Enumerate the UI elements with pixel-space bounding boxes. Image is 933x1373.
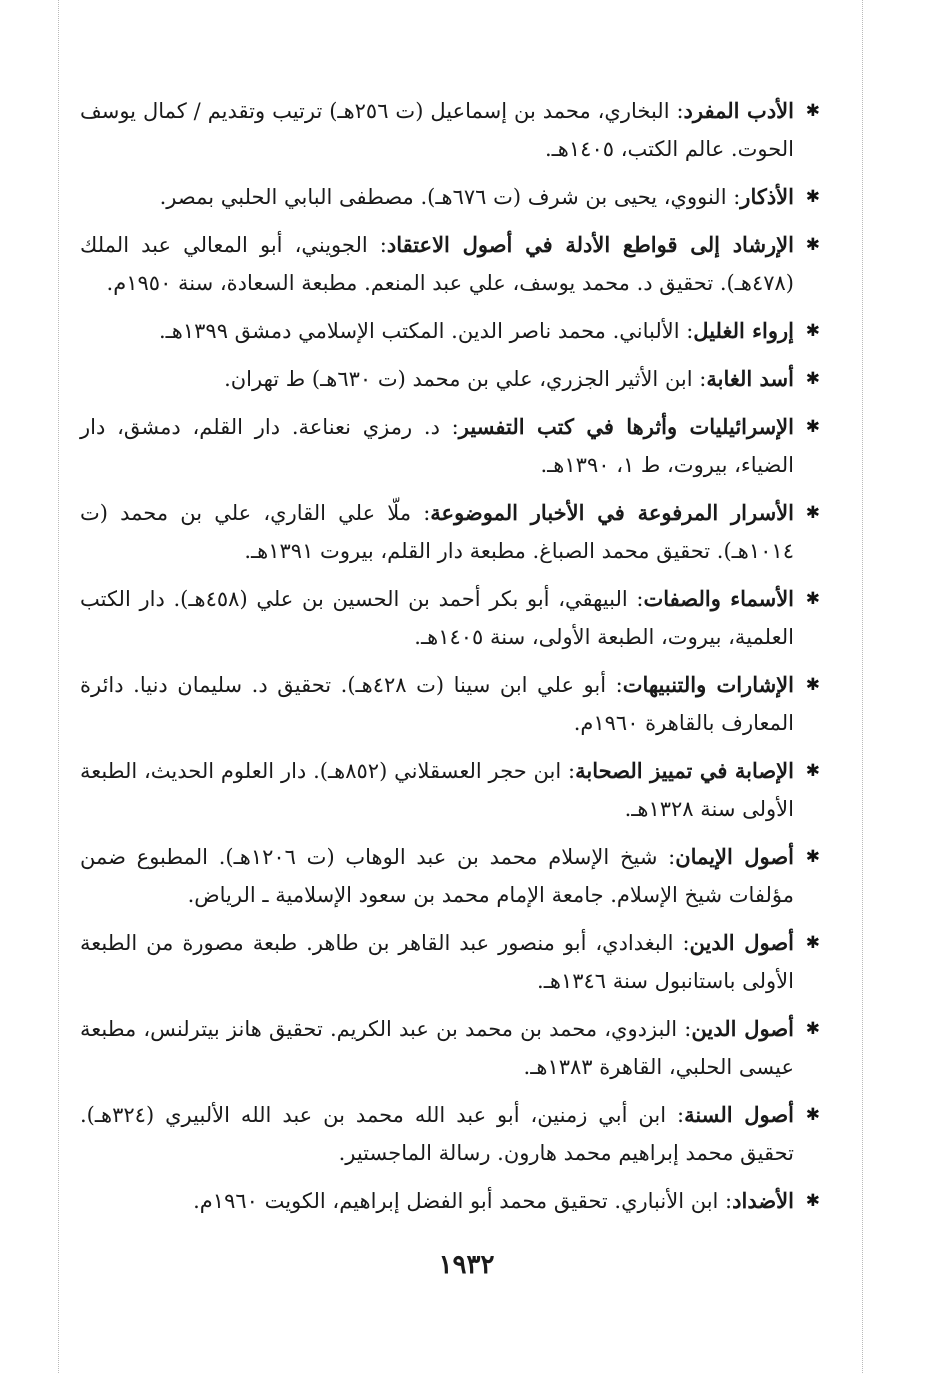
- entry-title: الإسرائيليات وأثرها في كتب التفسير: [458, 414, 794, 439]
- bibliography-page: [80, 92, 820, 1230]
- bullet-star-icon: ✱: [805, 1019, 820, 1039]
- entry-details: : ابن حجر العسقلاني (٨٥٢هـ). دار العلوم الحديث، الطبعة الأولى سنة ١٣٢٨هـ.: [80, 759, 794, 821]
- bibliography-entry-15: [80, 1182, 820, 1220]
- entry-details: : ابن الأنباري. تحقيق محمد أبو الفضل إبراهيم، الكويت ١٩٦٠م.: [193, 1189, 733, 1213]
- bibliography-entry-11: [80, 838, 820, 914]
- bullet-star-icon: ✱: [805, 187, 820, 207]
- entry-details: : د. رمزي نعناعة. دار القلم، دمشق، دار الضياء، بيروت، ط ١، ١٣٩٠هـ.: [80, 415, 794, 477]
- bibliography-entry-12: [80, 924, 820, 1000]
- bibliography-entry-8: [80, 580, 820, 656]
- bibliography-entry-13: [80, 1010, 820, 1086]
- bibliography-entry-2: [80, 178, 820, 216]
- bullet-star-icon: ✱: [805, 933, 820, 953]
- entry-title: الأذكار: [740, 184, 794, 209]
- bullet-star-icon: ✱: [805, 1105, 820, 1125]
- bullet-star-icon: ✱: [805, 101, 820, 121]
- bibliography-entry-10: [80, 752, 820, 828]
- entry-title: الأدب المفرد: [683, 98, 794, 123]
- entry-details: : شيخ الإسلام محمد بن عبد الوهاب (ت ١٢٠٦هـ). المطبوع ضمن مؤلفات شيخ الإسلام. جامعة الإمام محمد بن سعود الإسلامية ـ الرياض.: [80, 845, 794, 907]
- bullet-star-icon: ✱: [805, 503, 820, 523]
- bibliography-entry-1: [80, 92, 820, 168]
- scan-edge-right: [862, 0, 863, 1373]
- entry-title: إرواء الغليل: [693, 318, 794, 343]
- bibliography-entry-9: [80, 666, 820, 742]
- bullet-star-icon: ✱: [805, 417, 820, 437]
- bullet-star-icon: ✱: [805, 369, 820, 389]
- bullet-star-icon: ✱: [805, 761, 820, 781]
- entry-title: الإصابة في تمييز الصحابة: [575, 758, 794, 783]
- entry-title: الأسماء والصفات: [643, 586, 795, 611]
- entry-details: : الألباني. محمد ناصر الدين. المكتب الإسلامي دمشق ١٣٩٩هـ.: [158, 319, 694, 343]
- bullet-star-icon: ✱: [805, 1191, 820, 1211]
- entry-title: أصول الدين: [689, 930, 795, 955]
- bullet-star-icon: ✱: [805, 847, 820, 867]
- entry-details: : النووي، يحيى بن شرف (ت ٦٧٦هـ). مصطفى البابي الحلبي بمصر.: [159, 185, 741, 209]
- entry-details: : البخاري، محمد بن إسماعيل (ت ٢٥٦هـ) ترتيب وتقديم / كمال يوسف الحوت. عالم الكتب، ١٤٠٥هـ.: [80, 99, 794, 161]
- entry-title: الإرشاد إلى قواطع الأدلة في أصول الاعتقاد: [386, 232, 794, 257]
- entry-title: أصول السنة: [684, 1102, 794, 1127]
- entry-title: الأضداد: [732, 1188, 794, 1213]
- bullet-star-icon: ✱: [805, 235, 820, 255]
- bibliography-entry-4: [80, 312, 820, 350]
- bullet-star-icon: ✱: [805, 675, 820, 695]
- entry-details: : البيهقي، أبو بكر أحمد بن الحسين بن علي (٤٥٨هـ). دار الكتب العلمية، بيروت، الطبعة الأولى، سنة ١٤٠٥هـ.: [80, 587, 794, 649]
- entry-details: : البغدادي، أبو منصور عبد القاهر بن طاهر. طبعة مصورة من الطبعة الأولى باستانبول سنة ١٣٤٦هـ.: [80, 931, 794, 993]
- entry-title: أسد الغابة: [706, 366, 794, 391]
- entry-title: الأسرار المرفوعة في الأخبار الموضوعة: [430, 500, 794, 525]
- entry-details: : البزدوي، محمد بن محمد بن عبد الكريم. تحقيق هانز بيترلنس، مطبعة عيسى الحلبي، القاهرة ١٣٨٣هـ.: [80, 1017, 794, 1079]
- entry-details: : ابن الأثير الجزري، علي بن محمد (ت ٦٣٠هـ) ط تهران.: [224, 367, 707, 391]
- bullet-star-icon: ✱: [805, 589, 820, 609]
- bullet-star-icon: ✱: [805, 321, 820, 341]
- entry-details: : ملّا علي القاري، علي بن محمد (ت ١٠١٤هـ). تحقيق محمد الصباغ. مطبعة دار القلم، بيروت ١٣٩١هـ.: [80, 501, 794, 563]
- bibliography-entry-7: [80, 494, 820, 570]
- entry-title: أصول الدين: [691, 1016, 795, 1041]
- page-number: ١٩٣٢: [438, 1250, 495, 1280]
- bibliography-entry-3: [80, 226, 820, 302]
- bibliography-entry-14: [80, 1096, 820, 1172]
- entry-title: أصول الإيمان: [675, 844, 794, 869]
- entry-details: : ابن أبي زمنين، أبو عبد الله محمد بن عبد الله الألبيري (٣٢٤هـ). تحقيق محمد إبراهيم محمد هارون. رسالة الماجستير.: [80, 1103, 794, 1165]
- scan-edge-left: [58, 0, 59, 1373]
- bibliography-entry-6: [80, 408, 820, 484]
- entry-details: : أبو علي ابن سينا (ت ٤٢٨هـ). تحقيق د. سليمان دنيا. دائرة المعارف بالقاهرة ١٩٦٠م.: [80, 673, 794, 735]
- entry-details: : الجويني، أبو المعالي عبد الملك (٤٧٨هـ). تحقيق د. محمد يوسف، علي عبد المنعم. مطبعة السعادة، سنة ١٩٥٠م.: [80, 233, 794, 295]
- bibliography-entry-5: [80, 360, 820, 398]
- entry-title: الإشارات والتنبيهات: [622, 672, 794, 697]
